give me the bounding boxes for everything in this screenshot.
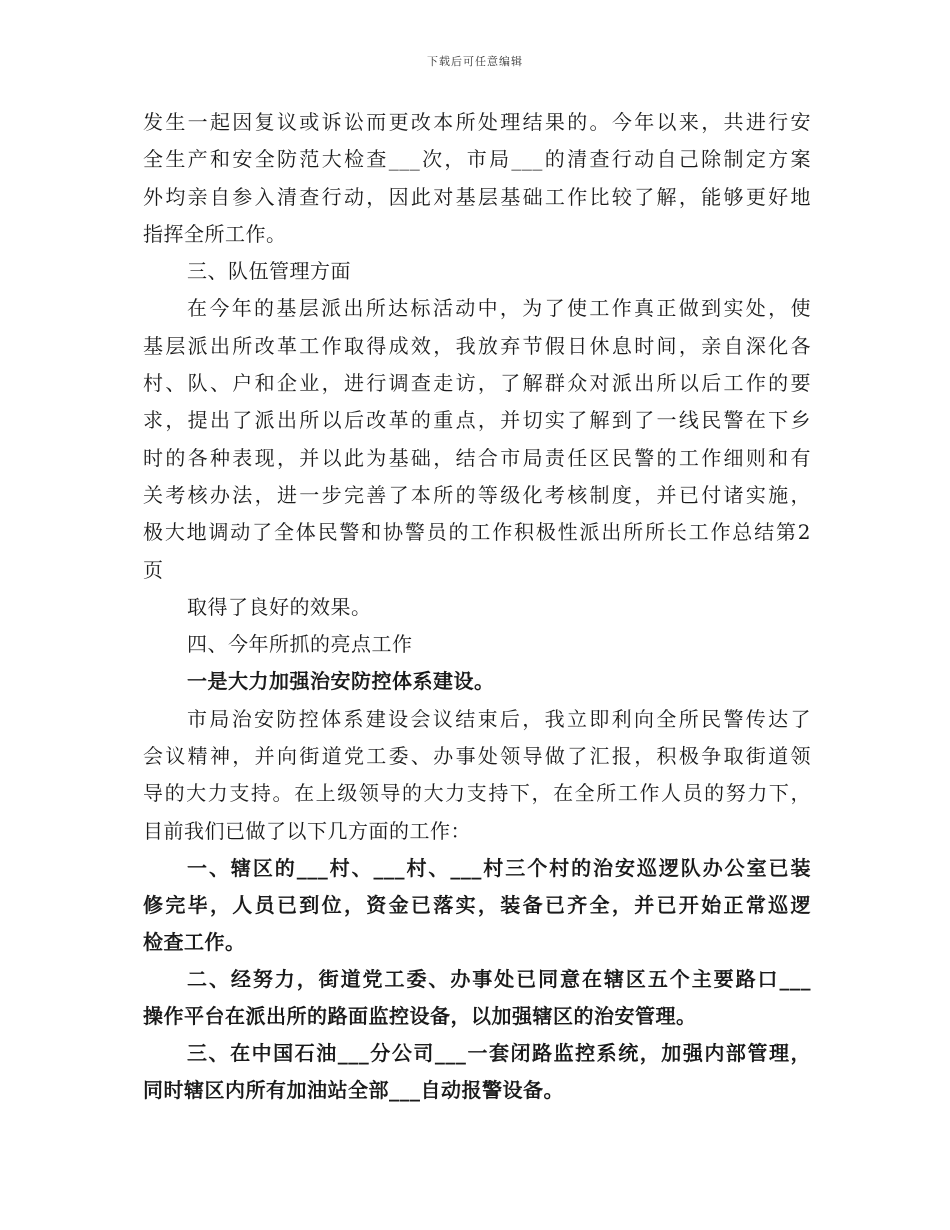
text-line: 外均亲自参入清查行动，因此对基层基础工作比较了解，能够更好地 bbox=[143, 184, 811, 209]
paragraph-meeting bbox=[143, 701, 811, 850]
paragraph-good-results: 取得了良好的效果。 bbox=[187, 594, 372, 619]
text-line: 二、经努力，街道党工委、办事处已同意在辖区五个主要路口___ bbox=[187, 966, 811, 991]
bold-item-patrol-office bbox=[143, 850, 811, 961]
section-heading-highlights: 四、今年所抓的亮点工作 bbox=[187, 632, 413, 657]
text-line: 一、辖区的___村、___村、___村三个村的治安巡逻队办公室已装 bbox=[187, 855, 811, 880]
text-line: 关考核办法，进一步完善了本所的等级化考核制度，并已付诸实施， bbox=[143, 482, 811, 507]
text-line: 全生产和安全防范大检查___次，市局___的清查行动自己除制定方案 bbox=[143, 147, 811, 172]
subheading-security-system: 一是大力加强治安防控体系建设。 bbox=[187, 669, 495, 694]
text-line: 页 bbox=[143, 557, 164, 582]
text-line: 时的各种表现，并以此为基础，结合市局责任区民警的工作细则和有 bbox=[143, 445, 811, 470]
text-line: 市局治安防控体系建设会议结束后，我立即利向全所民警传达了 bbox=[187, 706, 811, 731]
text-line: 在今年的基层派出所达标活动中，为了使工作真正做到实处，使 bbox=[187, 296, 811, 321]
text-line: 修完毕，人员已到位，资金已落实，装备已齐全，并已开始正常巡逻 bbox=[143, 892, 811, 917]
text-line: 目前我们已做了以下几方面的工作： bbox=[143, 818, 471, 843]
text-line: 求，提出了派出所以后改革的重点，并切实了解到了一线民警在下乡 bbox=[143, 408, 811, 433]
text-line: 三、在中国石油___分公司___一套闭路监控系统，加强内部管理， bbox=[187, 1040, 811, 1065]
page-header-note: 下载后可任意编辑 bbox=[427, 55, 523, 68]
document-body bbox=[143, 104, 811, 1109]
bold-item-road-monitoring bbox=[143, 961, 811, 1035]
text-line: 基层派出所改革工作取得成效，我放弃节假日休息时间，亲自深化各 bbox=[143, 333, 811, 358]
text-line: 村、队、户和企业，进行调查走访，了解群众对派出所以后工作的要 bbox=[143, 371, 811, 396]
text-line: 极大地调动了全体民警和协警员的工作积极性派出所所长工作总结第2 bbox=[143, 520, 811, 545]
paragraph-inspection bbox=[143, 104, 811, 253]
text-line: 同时辖区内所有加油站全部___自动报警设备。 bbox=[143, 1077, 564, 1102]
bold-item-cctv-system bbox=[143, 1035, 811, 1109]
text-line: 导的大力支持。在上级领导的大力支持下，在全所工作人员的努力下， bbox=[143, 781, 811, 806]
text-line: 会议精神，并向街道党工委、办事处领导做了汇报，积极争取街道领 bbox=[143, 744, 811, 769]
text-line: 检查工作。 bbox=[143, 929, 246, 954]
text-line: 操作平台在派出所的路面监控设备，以加强辖区的治安管理。 bbox=[143, 1003, 697, 1028]
section-heading-team-management: 三、队伍管理方面 bbox=[187, 259, 351, 284]
text-line: 发生一起因复议或诉讼而更改本所处理结果的。今年以来，共进行安 bbox=[143, 110, 811, 134]
text-line: 指挥全所工作。 bbox=[143, 221, 287, 246]
paragraph-team-management bbox=[143, 290, 811, 588]
